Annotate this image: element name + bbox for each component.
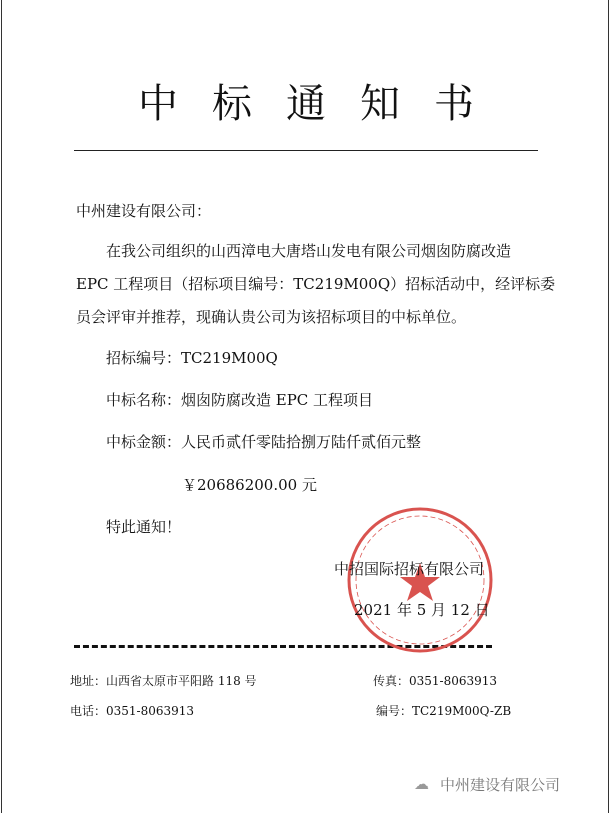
signature-company: 中招国际招标有限公司	[334, 560, 485, 578]
bid-number: 招标编号：TC219M00Q	[106, 349, 278, 367]
bid-name: 中标名称：烟囱防腐改造 EPC 工程项目	[106, 391, 374, 409]
signature-date: 2021 年 5 月 12 日	[354, 601, 490, 619]
watermark: 中州建设有限公司	[440, 776, 561, 794]
notice-text: 特此通知！	[106, 518, 182, 536]
paragraph-line-2: EPC 工程项目（招标项目编号：TC219M00Q）招标活动中，经评标委	[76, 275, 556, 293]
bid-amount: 中标金额：人民币贰仟零陆拾捌万陆仟贰佰元整	[106, 433, 422, 451]
recipient: 中州建设有限公司：	[76, 202, 212, 220]
footer-address: 地址：山西省太原市平阳路 118 号	[70, 674, 257, 688]
paragraph-line-1: 在我公司组织的山西漳电大唐塔山发电有限公司烟囱防腐改造	[106, 242, 512, 260]
title-divider	[74, 150, 538, 151]
bid-amount-numeric: ￥20686200.00 元	[182, 476, 317, 494]
document-title: 中标通知书	[138, 81, 508, 127]
paragraph-line-3: 员会评审并推荐，现确认贵公司为该招标项目的中标单位。	[76, 308, 467, 326]
official-seal	[345, 505, 495, 655]
footer-phone: 电话：0351-8063913	[70, 704, 195, 718]
footer-number: 编号：TC219M00Q-ZB	[376, 704, 512, 718]
wechat-icon: ☁	[414, 775, 429, 793]
footer-fax: 传真：0351-8063913	[373, 674, 498, 688]
